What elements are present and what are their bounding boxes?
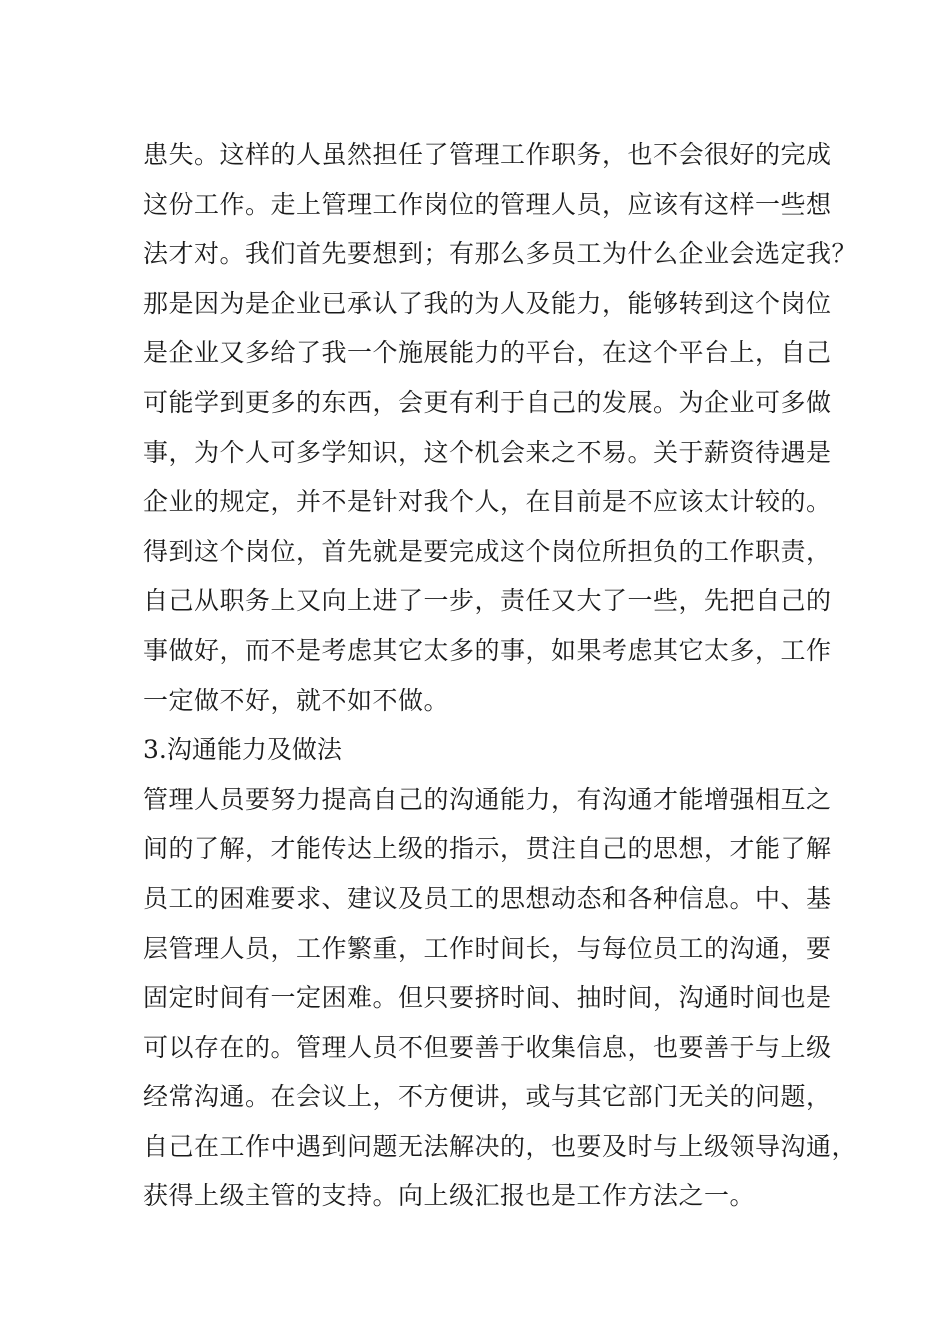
text-line: 经常沟通。在会议上，不方便讲，或与其它部门无关的问题， bbox=[143, 1082, 832, 1112]
text-line: 法才对。我们首先要想到；有那么多员工为什么企业会选定我？ bbox=[143, 239, 858, 269]
text-line: 员工的困难要求、建议及员工的思想动态和各种信息。中、基 bbox=[143, 883, 832, 913]
text-line: 间的了解，才能传达上级的指示，贯注自己的思想，才能了解 bbox=[143, 834, 832, 864]
text-line: 事，为个人可多学知识，这个机会来之不易。关于薪资待遇是 bbox=[143, 437, 832, 467]
text-line: 自己在工作中遇到问题无法解决的，也要及时与上级领导沟通， bbox=[143, 1131, 858, 1161]
document-body bbox=[143, 130, 858, 1221]
text-line: 管理人员要努力提高自己的沟通能力，有沟通才能增强相互之 bbox=[143, 784, 832, 814]
text-line: 自己从职务上又向上进了一步，责任又大了一些，先把自己的 bbox=[143, 586, 832, 616]
text-line: 患失。这样的人虽然担任了管理工作职务，也不会很好的完成 bbox=[143, 140, 832, 169]
text-line: 是企业又多给了我一个施展能力的平台，在这个平台上，自己 bbox=[143, 338, 832, 368]
text-line: 得到这个岗位，首先就是要完成这个岗位所担负的工作职责， bbox=[143, 536, 832, 566]
text-line: 可以存在的。管理人员不但要善于收集信息，也要善于与上级 bbox=[143, 1032, 832, 1062]
text-line: 固定时间有一定困难。但只要挤时间、抽时间，沟通时间也是 bbox=[143, 983, 832, 1013]
text-line: 这份工作。走上管理工作岗位的管理人员，应该有这样一些想 bbox=[143, 189, 832, 219]
text-line: 那是因为是企业已承认了我的为人及能力，能够转到这个岗位 bbox=[143, 288, 832, 318]
text-line: 可能学到更多的东西，会更有利于自己的发展。为企业可多做 bbox=[143, 387, 832, 417]
text-line: 一定做不好，就不如不做。 bbox=[143, 685, 450, 715]
text-line: 事做好，而不是考虑其它太多的事，如果考虑其它太多，工作 bbox=[143, 635, 832, 665]
text-line: 企业的规定，并不是针对我个人，在目前是不应该太计较的。 bbox=[143, 487, 832, 517]
text-line: 层管理人员，工作繁重，工作时间长，与每位员工的沟通，要 bbox=[143, 933, 832, 963]
section-heading: 3.沟通能力及做法 bbox=[143, 735, 342, 765]
text-line: 获得上级主管的支持。向上级汇报也是工作方法之一。 bbox=[143, 1181, 756, 1211]
